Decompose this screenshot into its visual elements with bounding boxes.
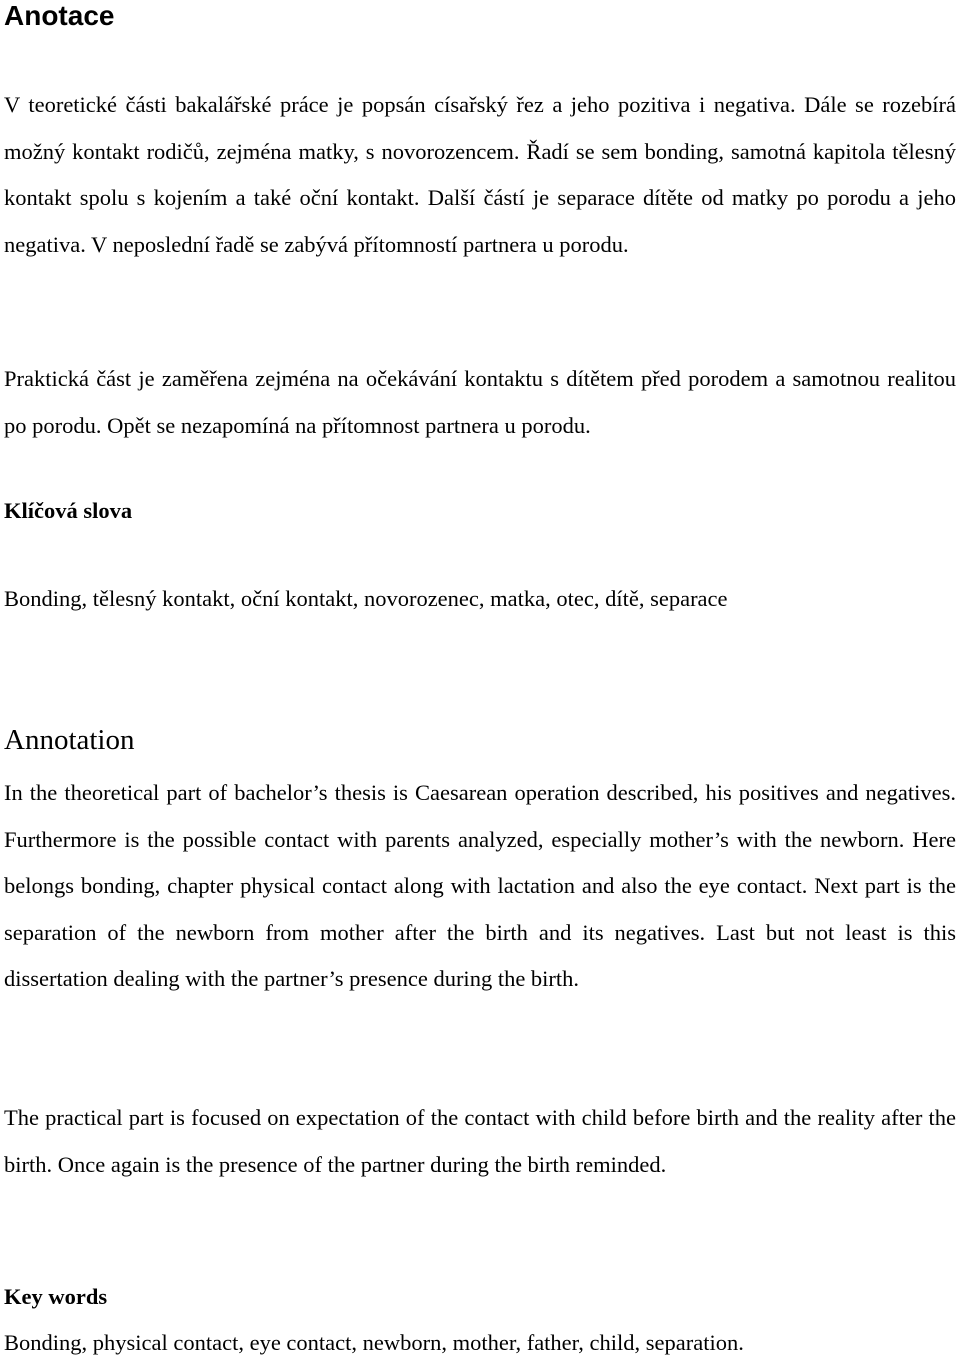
english-abstract-heading: Annotation — [4, 724, 135, 756]
english-keywords-list: Bonding, physical contact, eye contact, newborn, mother, father, child, separation. — [4, 1330, 744, 1355]
english-keywords-heading: Key words — [4, 1284, 108, 1309]
czech-abstract-paragraph-theory: V teoretické části bakalářské práce je popsán císařský řez a jeho pozitiva i negativa. Dále se rozebírá možný kontakt rodičů, zejména matky, s novorozencem. Řadí se sem bonding, samotná kapitola tělesný kontakt spolu s kojením a také oční kontakt. Další částí je separace dítěte od matky po porodu a jeho negativa. V neposlední řadě se zabývá přítomností partnera u porodu. — [4, 92, 956, 257]
czech-keywords-heading: Klíčová slova — [4, 498, 133, 523]
czech-abstract-paragraph-practice: Praktická část je zaměřena zejména na očekávání kontaktu s dítětem před porodem a samotnou realitou po porodu. Opět se nezapomíná na přítomnost partnera u porodu. — [4, 366, 956, 438]
english-abstract-paragraph-practice: The practical part is focused on expectation of the contact with child before birth and the reality after the birth. Once again is the presence of the partner during the birth reminded. — [4, 1105, 956, 1177]
english-abstract-paragraph-theory: In the theoretical part of bachelor’s thesis is Caesarean operation described, his positives and negatives. Furthermore is the possible contact with parents analyzed, especially mother’s with the newborn. Here belongs bonding, chapter physical contact along with lactation and also the eye contact. Next part is the separation of the newborn from mother after the birth and its negatives. Last but not least is this dissertation dealing with the partner’s presence during the birth. — [4, 780, 956, 991]
czech-keywords-list: Bonding, tělesný kontakt, oční kontakt, novorozenec, matka, otec, dítě, separace — [4, 586, 728, 611]
czech-abstract-heading: Anotace — [4, 0, 115, 31]
